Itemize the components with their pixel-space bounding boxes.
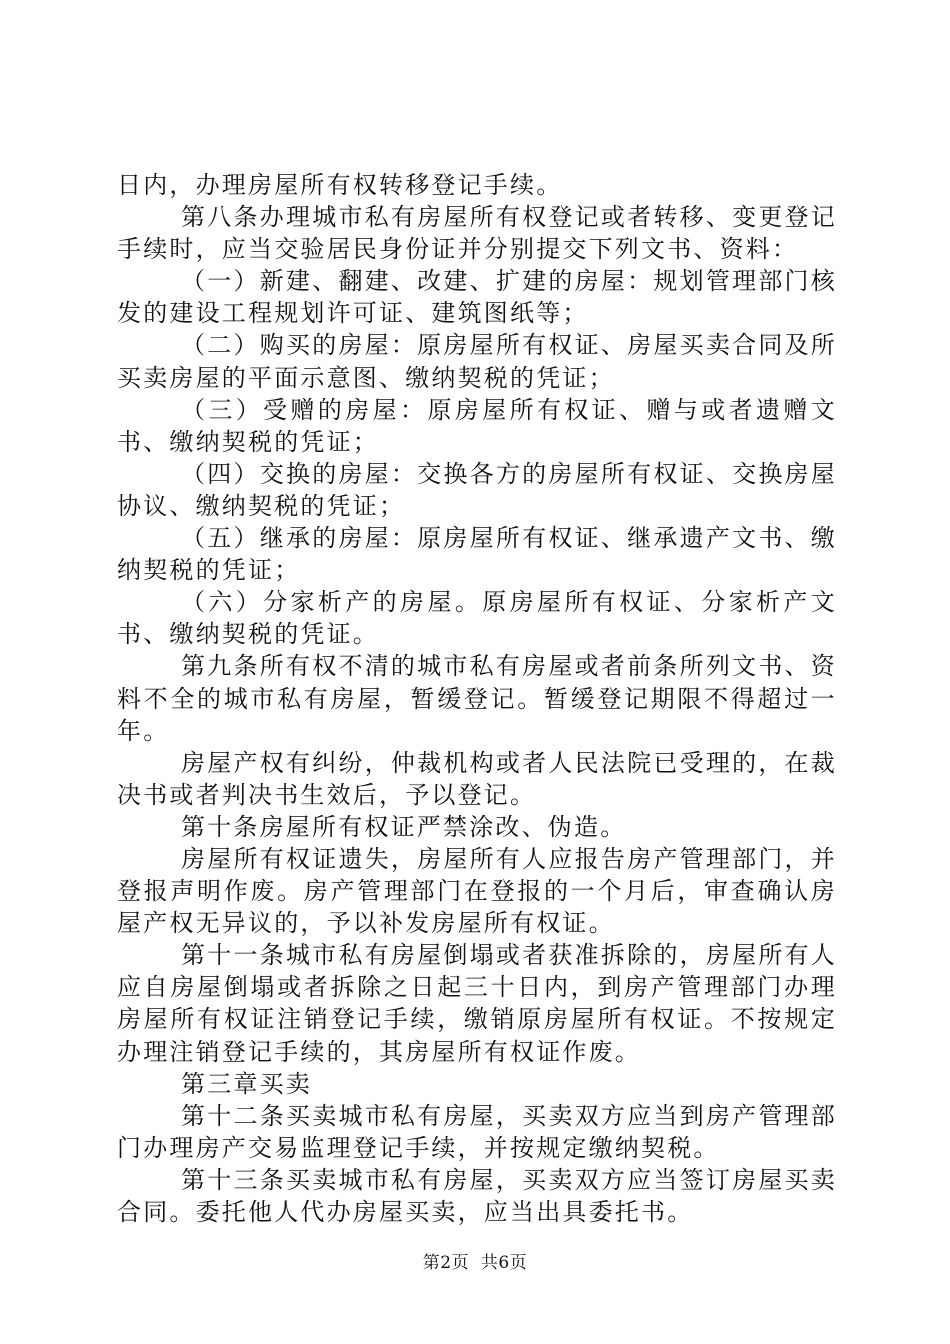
paragraph: （六）分家析产的房屋。原房屋所有权证、分家析产文书、缴纳契税的凭证。	[117, 588, 837, 649]
paragraph: 第十条房屋所有权证严禁涂改、伪造。	[181, 812, 627, 841]
paragraph: 房屋所有权证遗失，房屋所有人应报告房产管理部门，并登报声明作废。房产管理部门在登报的一个月后，审查确认房屋产权无异议的，予以补发房屋所有权证。	[117, 844, 837, 938]
footer-gap	[469, 1253, 481, 1273]
paragraph: 房屋产权有纠纷，仲裁机构或者人民法院已受理的，在裁决书或者判决书生效后，予以登记。	[117, 748, 837, 809]
chapter-heading: 第三章买卖	[181, 1069, 312, 1098]
paragraph: （五）继承的房屋：原房屋所有权证、继承遗产文书、缴纳契税的凭证；	[117, 524, 837, 585]
paragraph: 日内，办理房屋所有权转移登记手续。	[117, 171, 563, 199]
paragraph: 第八条办理城市私有房屋所有权登记或者转移、变更登记手续时，应当交验居民身份证并分别提交下列文书、资料：	[117, 203, 837, 264]
paragraph: 第十三条买卖城市私有房屋，买卖双方应当签订房屋买卖合同。委托他人代办房屋买卖，应当出具委托书。	[117, 1165, 837, 1226]
paragraph: （二）购买的房屋：原房屋所有权证、房屋买卖合同及所买卖房屋的平面示意图、缴纳契税的凭证；	[117, 331, 837, 392]
paragraph: （三）受赠的房屋：原房屋所有权证、赠与或者遗赠文书、缴纳契税的凭证；	[117, 395, 837, 456]
document-body	[117, 169, 837, 1228]
page-number: 第2页	[422, 1253, 470, 1273]
paragraph: 第十二条买卖城市私有房屋，买卖双方应当到房产管理部门办理房产交易监理登记手续，并按规定缴纳契税。	[117, 1101, 837, 1162]
page-footer	[0, 1248, 950, 1273]
paragraph: 第九条所有权不清的城市私有房屋或者前条所列文书、资料不全的城市私有房屋，暂缓登记。暂缓登记期限不得超过一年。	[117, 652, 837, 745]
paragraph: （一）新建、翻建、改建、扩建的房屋：规划管理部门核发的建设工程规划许可证、建筑图纸等；	[117, 267, 837, 328]
page-total: 共6页	[480, 1253, 528, 1273]
paragraph: （四）交换的房屋：交换各方的房屋所有权证、交换房屋协议、缴纳契税的凭证；	[117, 459, 837, 520]
paragraph: 第十一条城市私有房屋倒塌或者获准拆除的，房屋所有人应自房屋倒塌或者拆除之日起三十日内，到房产管理部门办理房屋所有权证注销登记手续，缴销原房屋所有权证。不按规定办理注销登记手续的，其房屋所有权证作废。	[117, 941, 837, 1066]
